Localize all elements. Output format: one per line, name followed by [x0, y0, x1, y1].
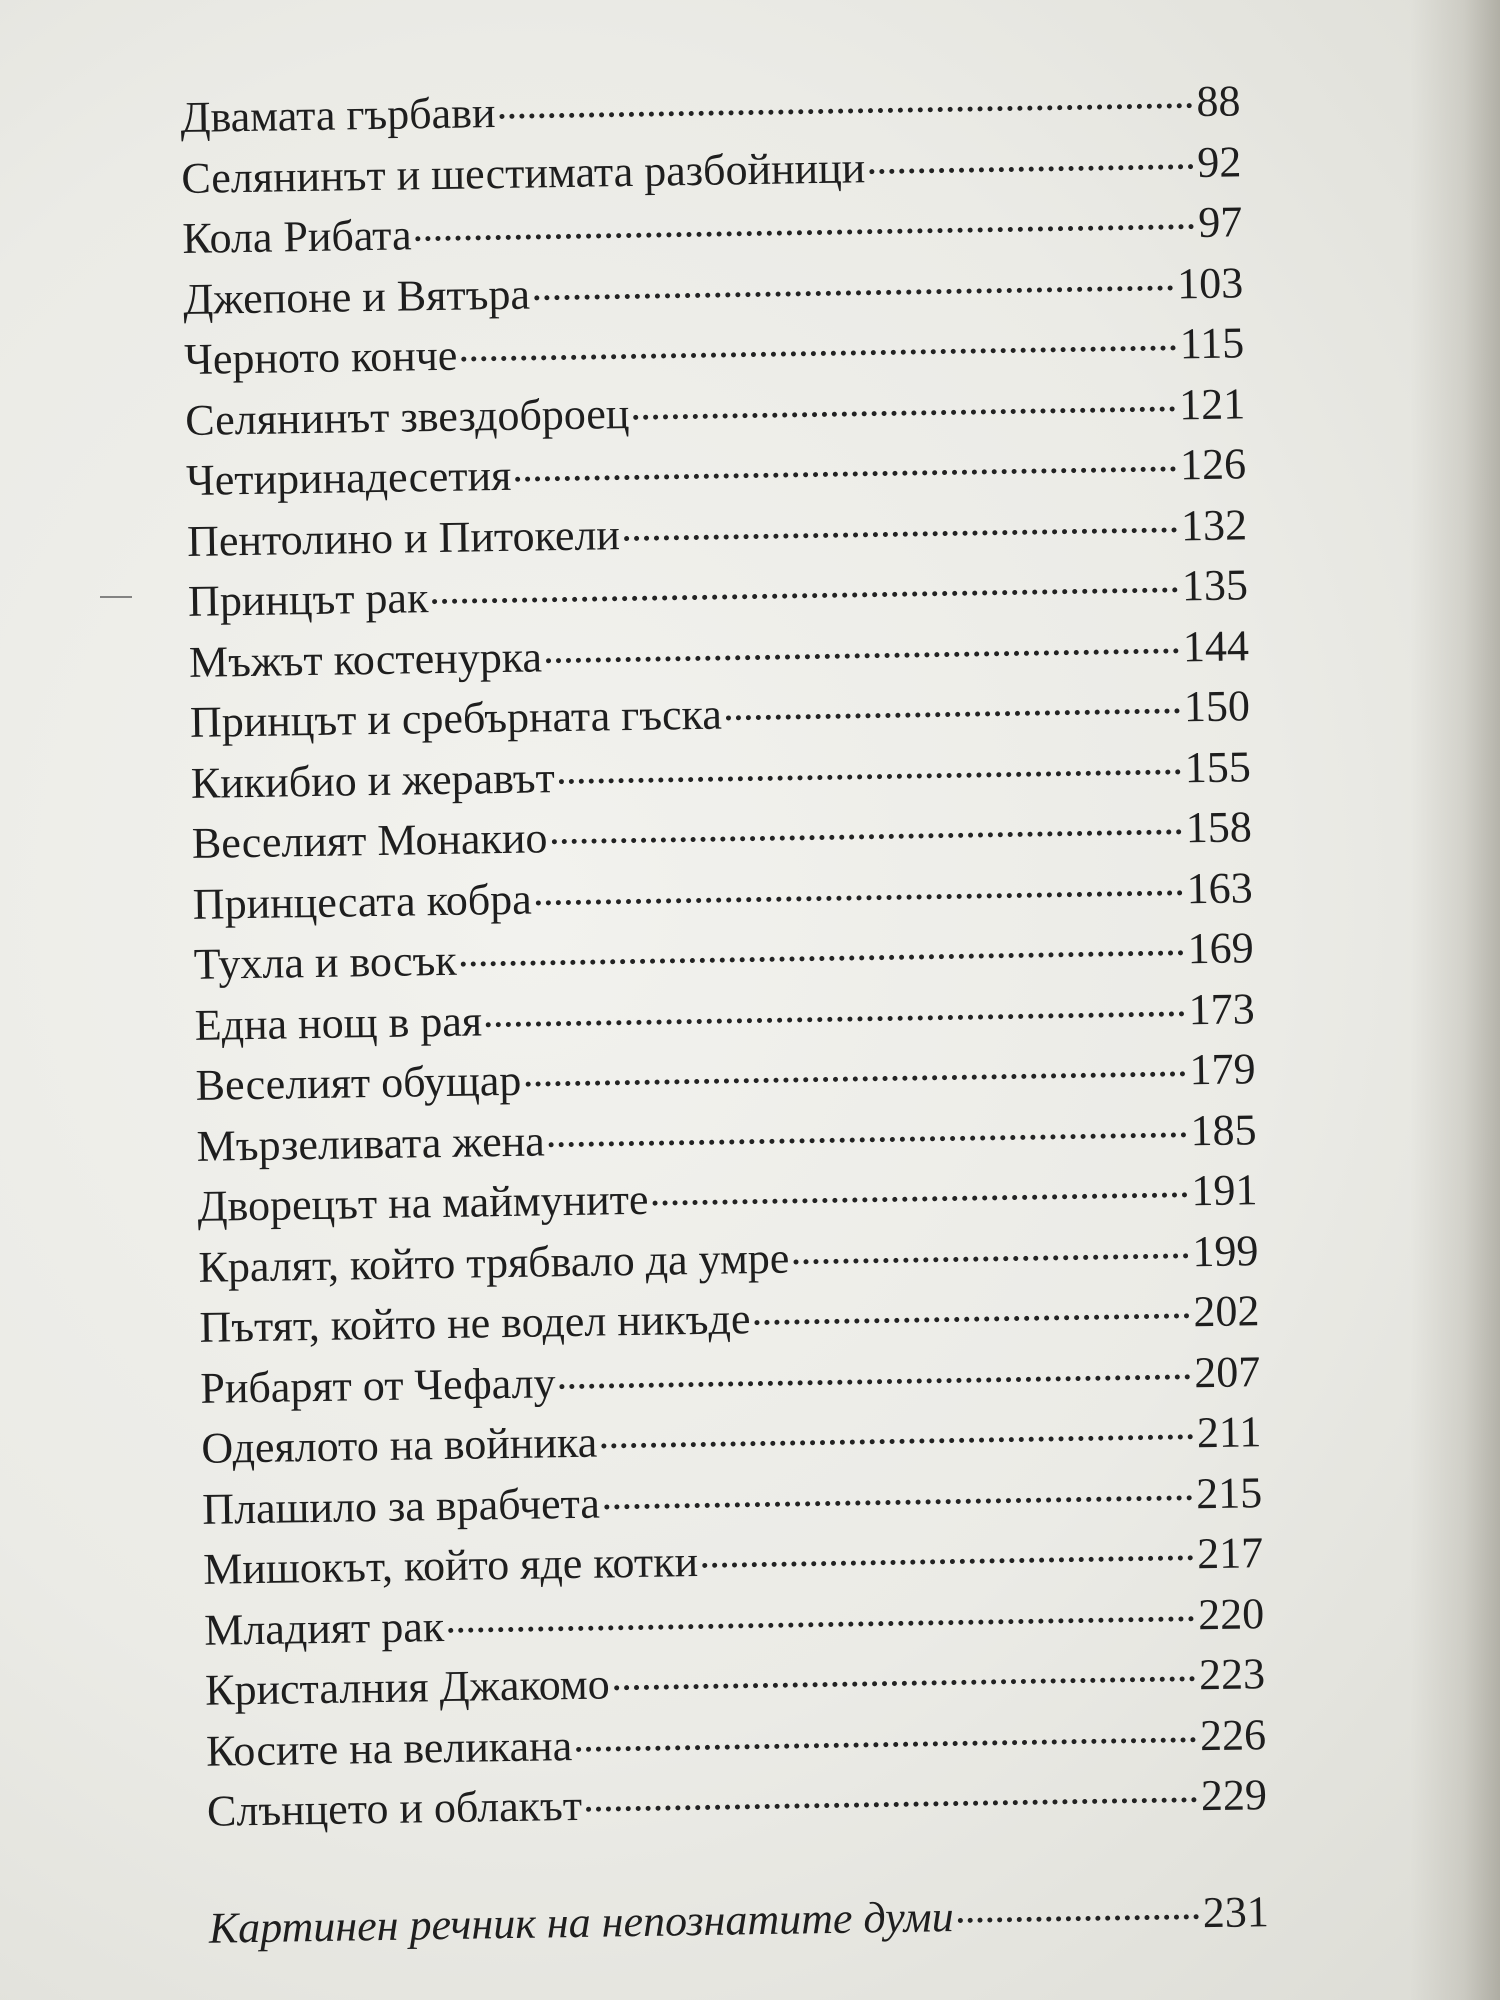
toc-entry-title: Картинен речник на непознатите думи: [208, 1891, 955, 1953]
toc-entry-page: 202: [1192, 1286, 1260, 1337]
toc-entry-title: Рибарят от Чефалу: [200, 1357, 556, 1413]
toc-entry-title: Мишокът, който яде котки: [202, 1537, 699, 1594]
dot-leader: [614, 1676, 1196, 1690]
toc-entry-page: 169: [1187, 923, 1255, 974]
dot-leader: [525, 1071, 1185, 1086]
toc-entry-list: [180, 71, 1267, 1842]
toc-entry-page: 179: [1189, 1044, 1256, 1095]
toc-entry-page: 121: [1178, 378, 1246, 429]
toc-entry-page: 226: [1199, 1709, 1267, 1760]
toc-entry-page: 155: [1184, 741, 1252, 792]
toc-entry-page: 115: [1179, 318, 1245, 369]
toc-entry-title: Кралят, който трябвало да умре: [198, 1233, 790, 1292]
dot-leader: [576, 1737, 1196, 1752]
toc-entry-page: 217: [1196, 1528, 1264, 1579]
toc-entry-title: Мъжът костенурка: [188, 631, 543, 687]
dot-leader: [515, 466, 1176, 481]
dot-leader: [486, 1011, 1185, 1027]
dot-leader: [461, 345, 1176, 361]
dot-leader: [546, 648, 1179, 663]
toc-entry-page: 126: [1179, 439, 1247, 490]
toc-entry-page: 88: [1195, 76, 1241, 127]
toc-entry-title: Двамата гърбави: [180, 88, 496, 142]
toc-entry-title: Тухла и восък: [193, 935, 458, 989]
dot-leader: [624, 527, 1177, 541]
toc-entry-page: 173: [1188, 983, 1255, 1034]
toc-entry-page: 229: [1200, 1770, 1268, 1821]
toc-entry-title: Джепоне и Вятъра: [182, 269, 531, 324]
toc-entry-title: Веселият Монакио: [191, 813, 548, 868]
pencil-margin-mark: [100, 596, 132, 598]
spine-shadow: [1410, 0, 1500, 2000]
dot-leader: [793, 1253, 1188, 1264]
toc-entry-title: Кикибио и жеравът: [190, 752, 556, 808]
toc-entry-title: Мързеливата жена: [196, 1115, 546, 1171]
dot-leader: [534, 285, 1173, 300]
dot-leader: [633, 406, 1175, 420]
toc-entry-page: 132: [1180, 499, 1248, 550]
toc-entry-page: 135: [1181, 560, 1249, 611]
dot-leader: [754, 1313, 1189, 1325]
dot-leader: [499, 103, 1192, 119]
toc-entry-page: 191: [1191, 1165, 1258, 1216]
dot-leader: [601, 1434, 1193, 1448]
toc-entry-page: 103: [1176, 257, 1244, 308]
toc-entry-page: 144: [1182, 620, 1250, 671]
toc-entry-page: 211: [1196, 1407, 1262, 1458]
toc-entry-appendix: [208, 1882, 1269, 1959]
toc-entry-title: Слънцето и облакът: [206, 1780, 583, 1836]
toc-entry-page: 207: [1193, 1346, 1261, 1397]
dot-leader: [586, 1797, 1197, 1812]
dot-leader: [702, 1555, 1193, 1568]
toc-entry-title: Кристалния Джакомо: [204, 1659, 611, 1715]
dot-leader: [536, 890, 1183, 905]
toc-entry-page: 163: [1186, 862, 1254, 913]
dot-leader: [448, 1616, 1194, 1633]
dot-leader: [416, 224, 1195, 241]
dot-leader: [559, 1374, 1190, 1389]
toc-entry-title: Една нощ в рая: [194, 995, 483, 1050]
dot-leader: [726, 708, 1180, 720]
toc-entry-title: Одеялото на войника: [200, 1417, 598, 1473]
toc-entry-title: Дворецът на маймуните: [197, 1174, 649, 1231]
toc-entry-title: Косите на великана: [205, 1720, 573, 1776]
toc-entry-title: Четиринадесетия: [185, 450, 512, 505]
toc-entry-title: Пентолино и Питокели: [186, 509, 621, 566]
toc-entry-title: Принцесата кобра: [192, 874, 533, 929]
toc-entry-title: Принцът и сребърната гъска: [189, 689, 723, 747]
toc-entry-title: Черното конче: [183, 330, 458, 384]
toc-entry-title: Плашило за врабчета: [201, 1478, 601, 1534]
toc-entry-title: Принцът рак: [187, 573, 429, 626]
toc-entry-title: Селянинът и шестимата разбойници: [181, 142, 866, 203]
toc-entry-title: Веселият обущар: [195, 1055, 522, 1110]
dot-leader: [432, 587, 1178, 604]
dot-leader: [604, 1495, 1192, 1509]
toc-entry-page: 185: [1190, 1104, 1257, 1155]
toc-entry-title: Пътят, който не водел никъде: [199, 1294, 751, 1352]
toc-entry-page: 220: [1197, 1588, 1265, 1639]
toc-entry-page: 223: [1198, 1649, 1266, 1700]
toc-entry-title: Селянинът звездоброец: [184, 388, 630, 445]
dot-leader: [652, 1192, 1187, 1205]
toc-entry-title: Кола Рибата: [181, 210, 412, 263]
toc-entry-page: 92: [1196, 136, 1242, 187]
toc-entry-page: 215: [1195, 1467, 1263, 1518]
toc-entry-page: 199: [1192, 1225, 1259, 1276]
dot-leader: [551, 829, 1181, 844]
dot-leader: [869, 164, 1193, 174]
dot-leader: [958, 1914, 1199, 1923]
toc-entry-page: 97: [1197, 197, 1243, 248]
toc-entry-page: 150: [1183, 681, 1251, 732]
toc-entry-title: Младият рак: [203, 1601, 445, 1655]
dot-leader: [559, 769, 1181, 784]
toc-entry-page: 158: [1185, 802, 1253, 853]
table-of-contents: [180, 71, 1269, 1958]
dot-leader: [461, 950, 1184, 966]
toc-entry-page: 231: [1202, 1886, 1270, 1937]
dot-leader: [549, 1132, 1187, 1147]
